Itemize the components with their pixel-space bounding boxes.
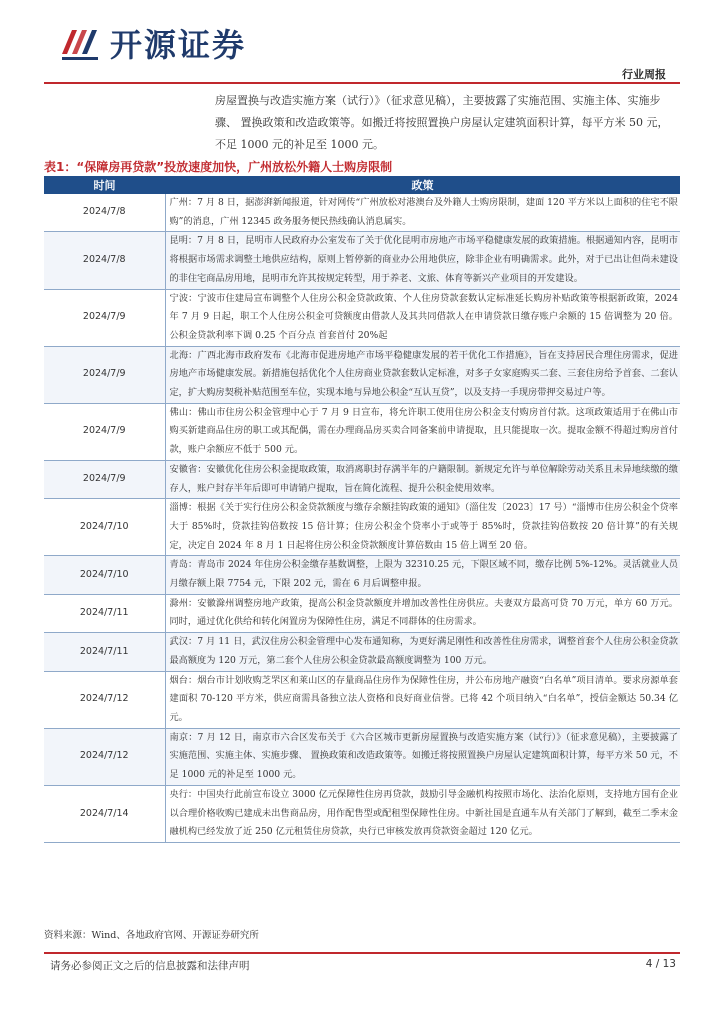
row-policy: 淄博：根据《关于实行住房公积金贷款额度与缴存余额挂钩政策的通知》（淄住发〔2023〕17 号）“淄博市住房公积金个贷率大于 85%时，贷款挂钩倍数按 15 倍计算；住房公积金个贷率小于或等于 85%时，贷款挂钩倍数按 20 倍计算”的有关规定，决定自 2024 年 8 月 1 日起将住房公积金贷款额度计算倍数由 15 倍上调至 20 倍。 <box>165 499 680 556</box>
table-row <box>44 671 680 728</box>
row-policy: 青岛：青岛市 2024 年住房公积金缴存基数调整，上限为 32310.25 元，下限区域不同，缴存比例 5%-12%。灵活就业人员月缴存额上限 7754 元，下限 202 元，需在 6 月后调整申报。 <box>165 556 680 594</box>
row-date: 2024/7/10 <box>44 499 165 556</box>
table-row <box>44 594 680 632</box>
row-date: 2024/7/10 <box>44 556 165 594</box>
section-tag: 行业周报 <box>622 68 666 81</box>
row-date: 2024/7/8 <box>44 232 165 289</box>
row-date: 2024/7/11 <box>44 594 165 632</box>
row-policy: 佛山：佛山市住房公积金管理中心于 7 月 9 日宣布，将允许职工使用住房公积金支付购房首付款。这项政策适用于在佛山市购买新建商品住房的职工或其配偶，需在办理商品房买卖合同备案前申请提取，且只能提取一次。提取金额不得超过购房首付款，账户余额应不低于 500 元。 <box>165 403 680 460</box>
footer-disclaimer: 请务必参阅正文之后的信息披露和法律声明 <box>50 960 250 972</box>
table-row <box>44 232 680 289</box>
table-row <box>44 289 680 346</box>
row-policy: 烟台：烟台市计划收购芝罘区和莱山区的存量商品住房作为保障性住房，并公布房地产融资“白名单”项目清单。要求房源单套建面积 70-120 平方米，供应商需具备独立法人资格和良好商业信誉。已将 42 个项目纳入“白名单”，授信金额达 50.34 亿元。 <box>165 671 680 728</box>
row-date: 2024/7/8 <box>44 194 165 232</box>
bottom-divider <box>44 952 680 954</box>
row-policy: 广州：7 月 8 日，据澎湃新闻报道，针对网传“广州放松对港澳台及外籍人士购房限制，建面 120 平方米以上面积的住宅不限购”的消息，广州 12345 政务服务便民热线确认消息属实。 <box>165 194 680 232</box>
intro-paragraph: 房屋置换与改造实施方案（试行）》（征求意见稿），主要披露了实施范围、实施主体、实施步骤、 置换政策和改造政策等。如搬迁将按照置换户房屋认定建筑面积计算，每平方米 50 元，不足 1000 元的补足至 1000 元。 <box>215 94 669 151</box>
row-policy: 安徽省：安徽优化住房公积金提取政策，取消离职封存满半年的户籍限制。新规定允许与单位解除劳动关系且未异地续缴的缴存人，账户封存半年后即可申请销户提取，旨在简化流程、提升公积金使用效率。 <box>165 460 680 498</box>
row-date: 2024/7/9 <box>44 289 165 346</box>
table-title: 表1：“保障房再贷款”投放速度加快，广州放松外籍人士购房限制 <box>44 160 393 174</box>
table-row <box>44 785 680 842</box>
table-row <box>44 403 680 460</box>
data-source-note: 资料来源：Wind、各地政府官网、开源证券研究所 <box>44 930 259 941</box>
row-policy: 北海：广西北海市政府发布《北海市促进房地产市场平稳健康发展的若干优化工作措施》，旨在支持居民合理住房需求，促进房地产市场健康发展。新措施包括优化个人住房商业贷款套数认定标准，对多子女家庭购买二套、三套住房给予首套、二套认定，扩大购房契税补贴范围至车位，实现本地与异地公积金“互认互贷”，以及支持一手现房带押交易过户等。 <box>165 346 680 403</box>
header-policy: 政策 <box>165 176 680 194</box>
table-row <box>44 499 680 556</box>
table-row <box>44 728 680 785</box>
table-header-row <box>44 176 680 194</box>
row-policy: 武汉：7 月 11 日，武汉住房公积金管理中心发布通知称，为更好满足刚性和改善性住房需求，调整首套个人住房公积金贷款最高额度为 120 万元，第二套个人住房公积金贷款最高额度调整为 100 万元。 <box>165 633 680 671</box>
policy-table <box>44 176 680 843</box>
brand-logo <box>58 20 246 66</box>
row-date: 2024/7/11 <box>44 633 165 671</box>
top-divider <box>44 82 680 84</box>
row-date: 2024/7/12 <box>44 728 165 785</box>
header-date: 时间 <box>44 176 165 194</box>
table-row <box>44 633 680 671</box>
brand-name: 开源证券 <box>110 26 247 64</box>
row-policy: 央行：中国央行此前宣布设立 3000 亿元保障性住房再贷款，鼓励引导金融机构按照市场化、法治化原则，支持地方国有企业以合理价格收购已建成未出售商品房，用作配售型或配租型保障性住房。中新社国是直通车从有关部门了解到，截至二季末金融机构已经发放了近 250 亿元租赁住房贷款，央行已审核发放再贷款资金超过 120 亿元。 <box>165 785 680 842</box>
row-policy: 宁波：宁波市住建局宣布调整个人住房公积金贷款政策、个人住房贷款套数认定标准延长购房补贴政策等根据新政策，2024 年 7 月 9 日起，职工个人住房公积金可贷额度由借款人及其共同借款人在申请贷款日缴存账户余额的 15 倍调整为 20 倍。公积金贷款利率下调 0.25 个百分点 首套首付 20%起 <box>165 289 680 346</box>
row-date: 2024/7/14 <box>44 785 165 842</box>
table-row <box>44 460 680 498</box>
logo-mark-icon <box>58 20 104 66</box>
table-row <box>44 194 680 232</box>
row-policy: 昆明：7 月 8 日，昆明市人民政府办公室发布了关于优化昆明市房地产市场平稳健康发展的政策措施。根据通知内容，昆明市将根据市场需求调整土地供应结构，原则上暂停新的商业办公用地供应，除非企业有明确需求。此外，对于已出让但尚未建设的非住宅商品房用地，昆明市允许其按规定转型，用于养老、文旅、体育等新兴产业项目的开发建设。 <box>165 232 680 289</box>
row-date: 2024/7/12 <box>44 671 165 728</box>
row-date: 2024/7/9 <box>44 346 165 403</box>
row-policy: 滁州：安徽滁州调整房地产政策，提高公积金贷款额度并增加改善性住房供应。夫妻双方最高可贷 70 万元，单方 60 万元。同时，通过优化供给和转化闲置房为保障性住房，满足不同群体的住房需求。 <box>165 594 680 632</box>
row-date: 2024/7/9 <box>44 460 165 498</box>
row-date: 2024/7/9 <box>44 403 165 460</box>
row-policy: 南京：7 月 12 日，南京市六合区发布关于《六合区城市更新房屋置换与改造实施方案（试行）》（征求意见稿），主要披露了实施范围、实施主体、实施步骤、 置换政策和改造政策等。如搬迁将按照置换户房屋认定建筑面积计算，每平方米 50 元，不足 1000 元的补足至 1000 元。 <box>165 728 680 785</box>
page-number: 4 / 13 <box>645 958 676 970</box>
table-row <box>44 556 680 594</box>
table-row <box>44 346 680 403</box>
